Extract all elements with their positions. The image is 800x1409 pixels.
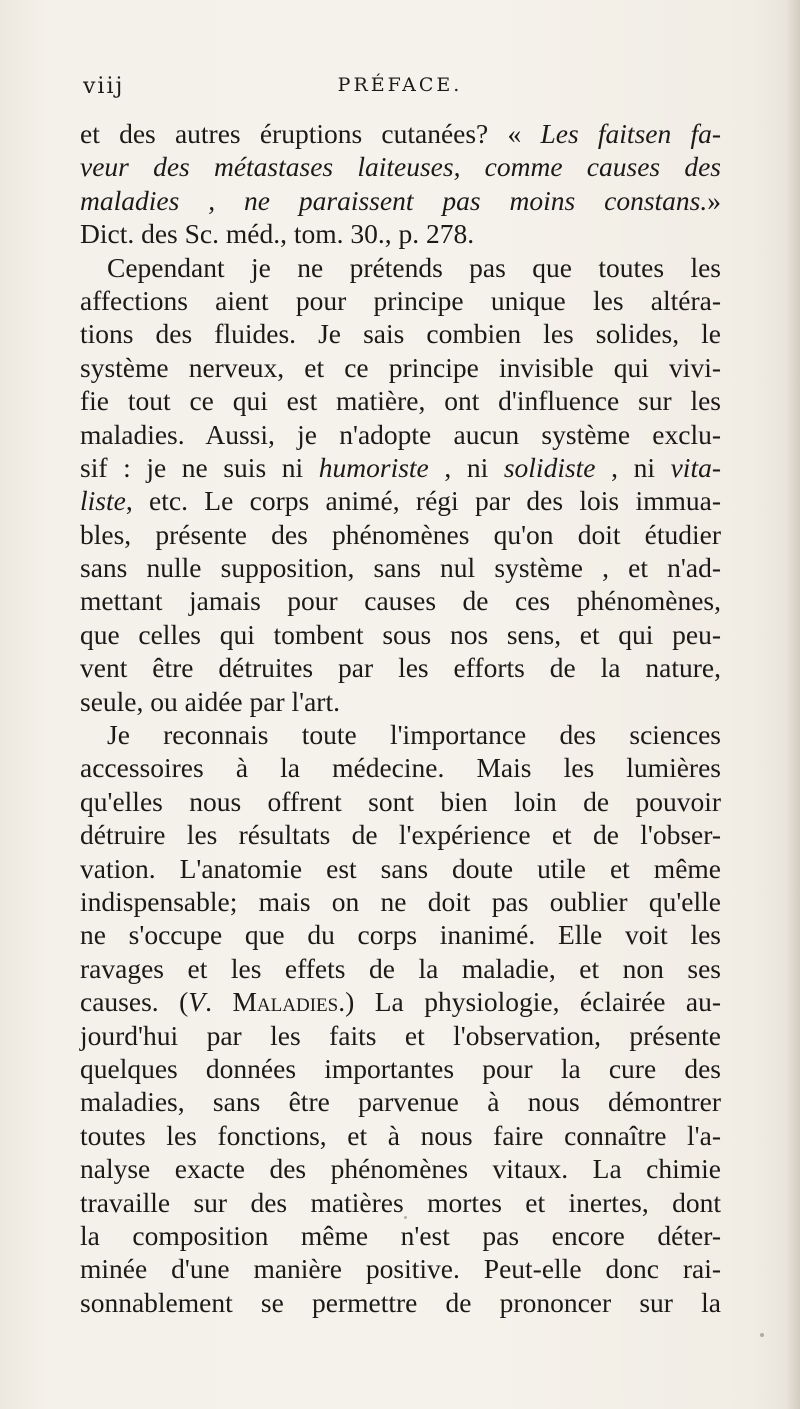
text-run: qu'elles nous offrent sont bien loin de pouvoir <box>80 785 721 817</box>
text-line <box>80 818 721 851</box>
text-line <box>80 1052 721 1085</box>
text-line <box>80 317 721 350</box>
text-run: sonnablement se permettre de prononcer sur la <box>80 1286 721 1318</box>
text-run: ravages et les effets de la maladie, et non ses <box>80 952 721 984</box>
text-line <box>80 551 721 584</box>
text-line <box>80 150 721 183</box>
text-run: seule, ou aidée par l'art. <box>80 685 340 717</box>
text-run: et des autres éruptions cutanées? « <box>80 118 541 149</box>
text-line <box>80 584 721 617</box>
text-run: la composition même n'est pas encore déter- <box>80 1219 721 1251</box>
text-run: quelques données importantes pour la cure des <box>80 1052 721 1084</box>
text-run: nalyse exacte des phénomènes vitaux. La chimie <box>80 1153 721 1185</box>
text-run: jourd'hui par les faits et l'observation, présente <box>80 1019 721 1051</box>
italic-text: veur des métastases laiteuses, comme causes des <box>80 151 721 183</box>
text-run: mettant jamais pour causes de ces phénomènes, <box>80 585 721 617</box>
text-line <box>80 718 721 751</box>
text-run: travaille sur des matières mortes et inertes, dont <box>80 1186 721 1218</box>
text-line <box>80 284 721 317</box>
text-run: accessoires à la médecine. Mais les lumières <box>80 752 721 784</box>
text-line <box>80 1219 721 1252</box>
text-line <box>80 685 721 718</box>
italic-text: humoriste <box>318 451 429 483</box>
text-run: .) La physiologie, éclairée au- <box>338 986 721 1018</box>
text-run: vent être détruites par les efforts de la nature, <box>80 652 721 684</box>
page-number: viij <box>83 74 125 99</box>
text-line <box>80 1019 721 1052</box>
italic-text: V <box>188 986 206 1018</box>
italic-text: maladies , ne paraissent pas moins constans. <box>80 184 708 216</box>
text-run: » <box>707 184 721 216</box>
text-run: que celles qui tombent sous nos sens, et qui peu- <box>80 618 721 650</box>
page-edge-shadow <box>786 0 800 1409</box>
text-line <box>80 451 721 484</box>
text-line <box>80 1152 721 1185</box>
text-run: , etc. Le corps animé, régi par des lois immua- <box>125 485 721 517</box>
text-run: maladies. Aussi, je n'adopte aucun système exclu- <box>80 418 721 450</box>
text-line <box>80 217 721 250</box>
text-run: détruire les résultats de l'expérience et de l'obser- <box>80 819 721 851</box>
text-line <box>80 418 721 451</box>
paper-speck <box>404 1216 407 1219</box>
text-run: . <box>205 986 233 1018</box>
text-line <box>80 1186 721 1219</box>
text-line <box>80 952 721 985</box>
text-run: sif : je ne suis ni <box>80 451 319 483</box>
text-line <box>80 518 721 551</box>
text-run: minée d'une manière positive. Peut-elle donc rai- <box>80 1253 721 1285</box>
text-run: causes. ( <box>80 986 189 1018</box>
text-line <box>80 351 721 384</box>
small-caps-text: Maladies <box>232 986 339 1018</box>
text-run: indispensable; mais on ne doit pas oublier qu'elle <box>80 885 721 917</box>
text-line <box>80 184 721 217</box>
text-run: ne s'occupe que du corps inanimé. Elle voit les <box>80 919 721 951</box>
italic-text: Les faitsen fa- <box>540 118 721 149</box>
text-line <box>80 751 721 784</box>
text-run: sans nulle supposition, sans nul système , et n'ad- <box>80 552 721 584</box>
text-line <box>80 1119 721 1152</box>
body-text <box>80 117 721 1319</box>
text-line <box>80 651 721 684</box>
text-run: fie tout ce qui est matière, ont d'influence sur les <box>80 385 721 417</box>
text-run: toutes les fonctions, et à nous faire connaître l'a- <box>80 1119 721 1151</box>
text-line <box>80 918 721 951</box>
text-run: Dict. des Sc. méd., tom. 30., p. 278. <box>80 218 475 250</box>
text-run: vation. L'anatomie est sans doute utile et même <box>80 852 721 884</box>
text-run: système nerveux, et ce principe invisible qui vivi- <box>80 351 721 383</box>
text-line <box>80 985 721 1018</box>
italic-text: solidiste <box>503 451 596 483</box>
italic-text: vita- <box>670 451 721 483</box>
text-line <box>80 1252 721 1285</box>
text-run: , ni <box>428 451 504 483</box>
text-run: Cependant je ne prétends pas que toutes les <box>107 251 721 283</box>
text-run: Je reconnais toute l'importance des sciences <box>107 719 721 751</box>
text-line <box>80 251 721 284</box>
italic-text: liste <box>80 485 126 517</box>
text-line <box>80 785 721 818</box>
text-line <box>80 384 721 417</box>
text-run: maladies, sans être parvenue à nous démontrer <box>80 1086 721 1118</box>
text-line <box>80 484 721 517</box>
text-run: , ni <box>595 451 671 483</box>
paper-speck <box>760 1333 764 1337</box>
text-line <box>80 117 721 150</box>
running-title: PRÉFACE. <box>337 74 463 96</box>
text-line <box>80 1286 721 1319</box>
text-run: tions des fluides. Je sais combien les solides, le <box>80 318 721 350</box>
text-line <box>80 1085 721 1118</box>
text-line <box>80 618 721 651</box>
text-run: bles, présente des phénomènes qu'on doit étudier <box>80 518 721 550</box>
text-line <box>80 852 721 885</box>
text-run: affections aient pour principe unique les altéra- <box>80 284 721 316</box>
page-header <box>80 74 720 104</box>
text-line <box>80 885 721 918</box>
